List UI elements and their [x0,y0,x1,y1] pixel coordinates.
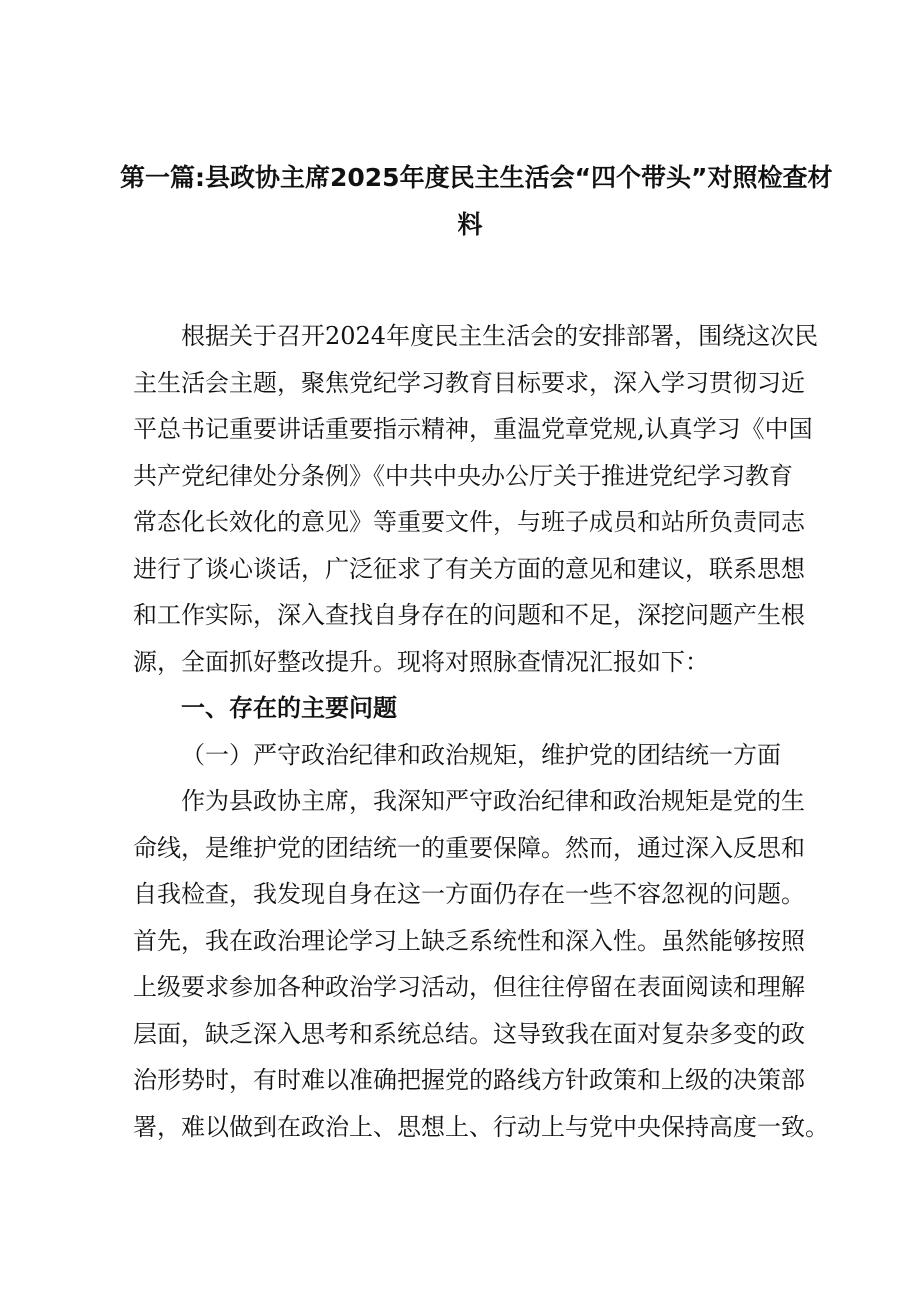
paragraph-line: 平总书记重要讲话重要指示精神，重温党章党规,认真学习《中国 [133,415,813,443]
document-title [120,150,833,243]
paragraph-line: 命线，是维护党的团结统一的重要保障。然而，通过深入反思和 [133,833,805,862]
paragraph-line: 首先，我在政治理论学习上缺乏系统性和深入性。虽然能够按照 [133,926,805,955]
paragraph-line: 上级要求参加各种政治学习活动，但往往停留在表面阅读和理解 [133,973,805,1001]
paragraph-line: 作为县政协主席，我深知严守政治纪律和政治规矩是党的生 [181,787,805,815]
section-heading: 一、存在的主要问题 [181,694,397,722]
paragraph-line: 共产党纪律处分条例》《中共中央办公厅关于推进党纪学习教育 [133,461,793,490]
paragraph-line: 治形势时，有时难以准确把握党的路线方针政策和上级的决策部 [133,1066,805,1094]
paragraph-line: 和工作实际，深入查找自身存在的问题和不足，深挖问题产生根 [133,601,805,629]
paragraph-line: 署，难以做到在政治上、思想上、行动上与党中央保持高度一致。 [133,1112,829,1141]
subsection-heading: （一）严守政治纪律和政治规矩，维护党的团结统一方面 [181,740,781,769]
title-line-1: 第一篇:县政协主席2025年度民主生活会“四个带头”对照检查材 [120,163,833,192]
paragraph-line: 层面，缺乏深入思考和系统总结。这导致我在面对复杂多变的政 [133,1019,805,1048]
paragraph-line: 常态化长效化的意见》等重要文件，与班子成员和站所负责同志 [133,508,805,536]
paragraph-line: 根据关于召开2024年度民主生活会的安排部署，围绕这次民 [181,322,819,350]
paragraph-line: 自我检查，我发现自身在这一方面仍存在一些不容忽视的问题。 [133,880,805,908]
title-line-2: 料 [457,209,483,239]
paragraph-line: 进行了谈心谈话，广泛征求了有关方面的意见和建议，联系思想 [133,554,805,583]
paragraph-line: 源，全面抓好整改提升。现将对照脉查情况汇报如下： [133,647,709,676]
intro-paragraph [133,313,829,1150]
paragraph-line: 主生活会主题，聚焦党纪学习教育目标要求，深入学习贯彻习近 [133,368,805,397]
